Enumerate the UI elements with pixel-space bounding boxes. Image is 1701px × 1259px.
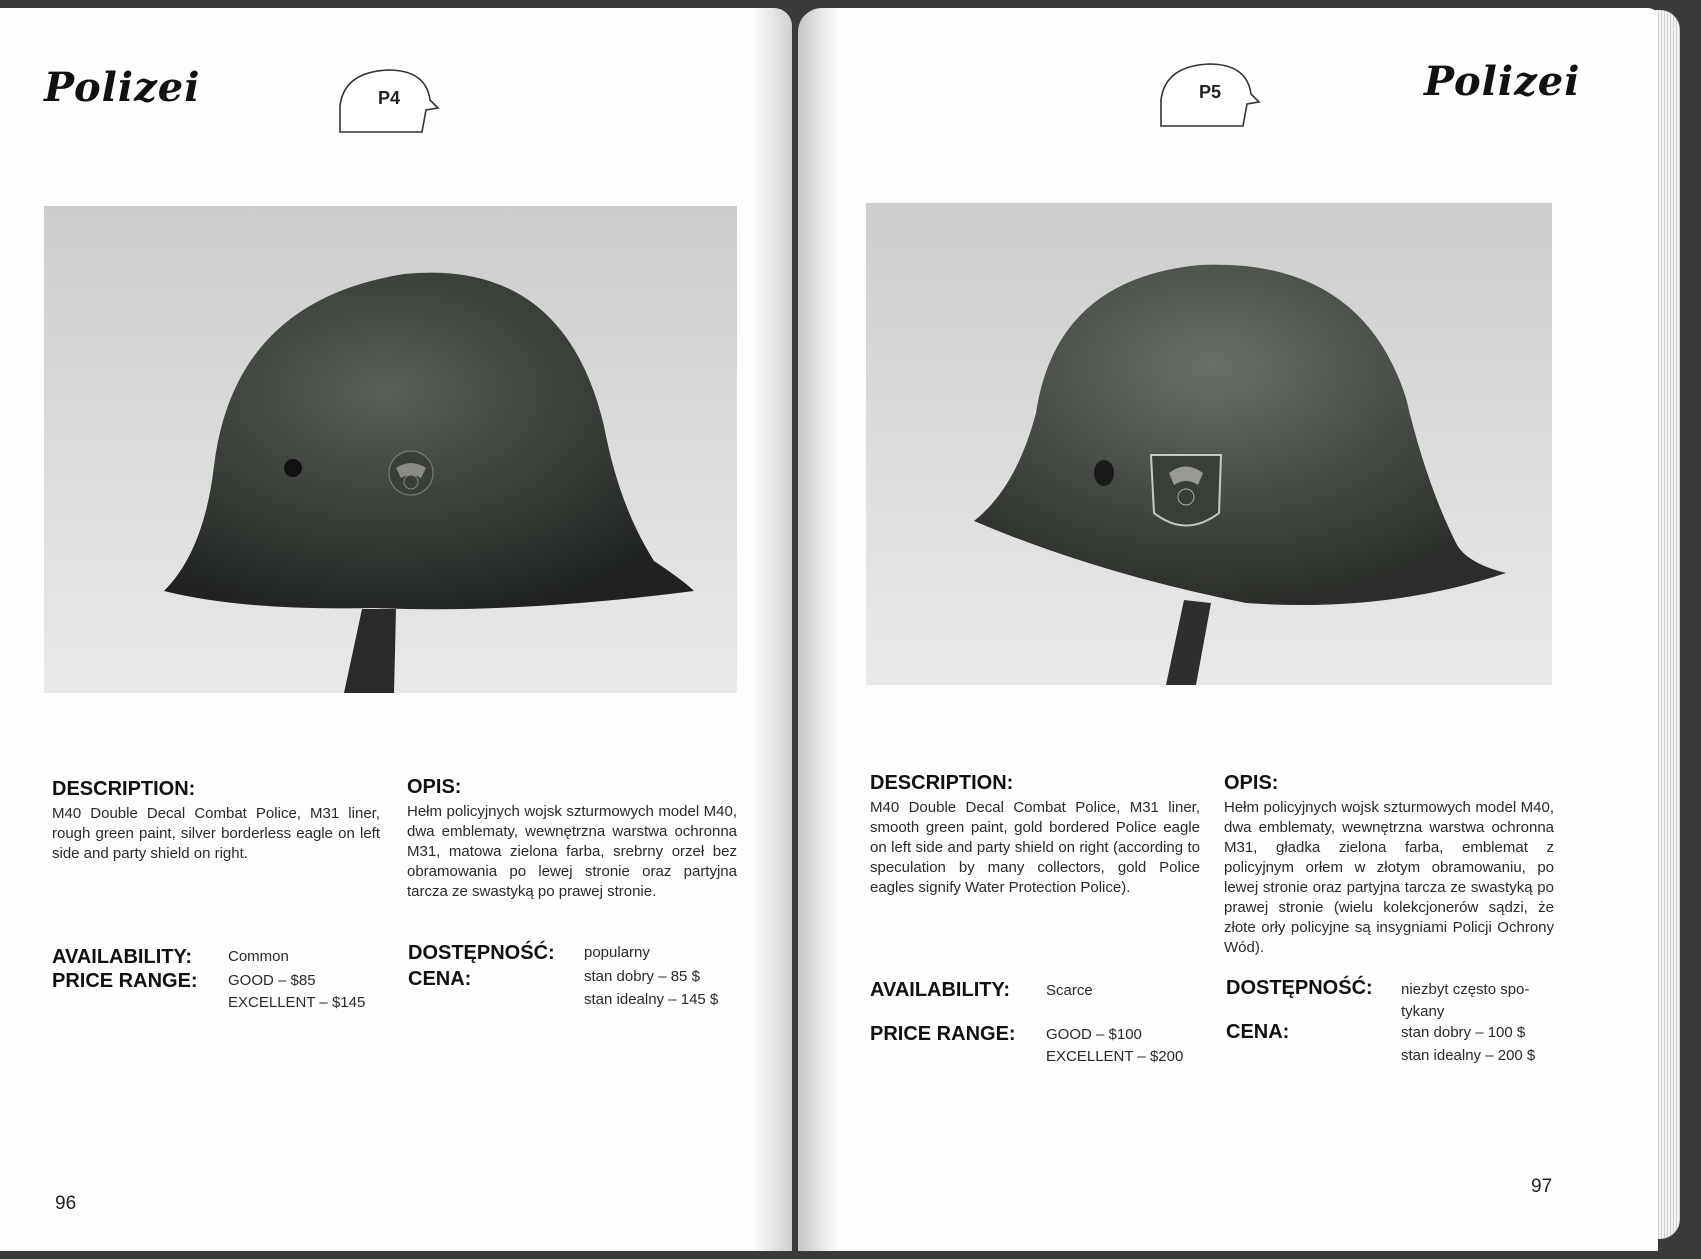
price-good: GOOD – $85 xyxy=(228,972,316,989)
helmet-photo-p4 xyxy=(44,206,737,693)
opis-text: Hełm policyjnych wojsk szturmowych model M40, dwa emblematy, wewnętrzna warstwa ochronna M31, gładka zielona farba, emblemat z policyjnym orłem w złotym obramowaniu, po lewej stronie oraz partyjna tarcza ze swastyką po prawej stronie (wielu kolekcjonerów sądzi, że złote orły policyjne są insygniami Policji Ochrony Wód). xyxy=(1224,799,1554,956)
helmet-photo-p5 xyxy=(866,203,1552,685)
brand-title: Polizei xyxy=(44,64,201,111)
opis-text: Hełm policyjnych wojsk szturmowych model M40, dwa emblematy, wewnętrzna warstwa ochronna M31, matowa zielona farba, srebrny orzeł bez obramowania po lewej stronie oraz partyjna tarcza ze swastyką po prawej stronie. xyxy=(407,803,737,900)
dostepnosc-value-line1: niezbyt często spo- xyxy=(1401,981,1530,998)
availability-label: AVAILABILITY: xyxy=(870,979,1010,1001)
dostepnosc-label: DOSTĘPNOŚĆ: xyxy=(408,942,555,964)
description-text: M40 Double Decal Combat Police, M31 liner, smooth green paint, gold bordered Police eagle on left side and party shield on right (according to speculation by many collectors, gold Police eagles signify Water Protection Police). xyxy=(870,799,1200,896)
helmet-p4-image xyxy=(44,206,737,693)
availability-value: Common xyxy=(228,948,289,965)
opis-heading: OPIS: xyxy=(1224,772,1279,794)
helmet-code-badge xyxy=(338,68,440,136)
description-text: M40 Double Decal Combat Police, M31 liner, rough green paint, silver borderless eagle on left side and party shield on right. xyxy=(52,805,380,862)
helmet-p5-image xyxy=(866,203,1552,685)
brand-title: Polizei xyxy=(1424,58,1581,105)
dostepnosc-value: popularny xyxy=(584,944,650,961)
cena-excellent: stan idealny – 145 $ xyxy=(584,991,719,1008)
left-page xyxy=(0,8,792,1251)
availability-value: Scarce xyxy=(1046,982,1093,999)
description-heading: DESCRIPTION: xyxy=(870,772,1014,794)
helmet-code-badge xyxy=(1159,62,1261,130)
page-number: 97 xyxy=(1531,1176,1553,1197)
cena-good: stan dobry – 100 $ xyxy=(1401,1024,1526,1041)
page-number: 96 xyxy=(55,1193,77,1214)
helmet-code-label: P5 xyxy=(1198,82,1222,102)
price-excellent: EXCELLENT – $145 xyxy=(228,994,366,1011)
price-excellent: EXCELLENT – $200 xyxy=(1046,1048,1184,1065)
description-heading: DESCRIPTION: xyxy=(52,778,196,800)
cena-excellent: stan idealny – 200 $ xyxy=(1401,1047,1536,1064)
cena-label: CENA: xyxy=(408,968,472,990)
availability-label: AVAILABILITY: xyxy=(52,946,192,968)
helmet-code-label: P4 xyxy=(377,88,401,108)
price-good: GOOD – $100 xyxy=(1046,1026,1142,1043)
price-range-label: PRICE RANGE: xyxy=(870,1023,1016,1045)
dostepnosc-value-line2: tykany xyxy=(1401,1003,1445,1020)
cena-label: CENA: xyxy=(1226,1021,1290,1043)
cena-good: stan dobry – 85 $ xyxy=(584,968,700,985)
right-page xyxy=(798,8,1658,1251)
dostepnosc-label: DOSTĘPNOŚĆ: xyxy=(1226,977,1373,999)
price-range-label: PRICE RANGE: xyxy=(52,970,198,992)
opis-heading: OPIS: xyxy=(407,776,462,798)
